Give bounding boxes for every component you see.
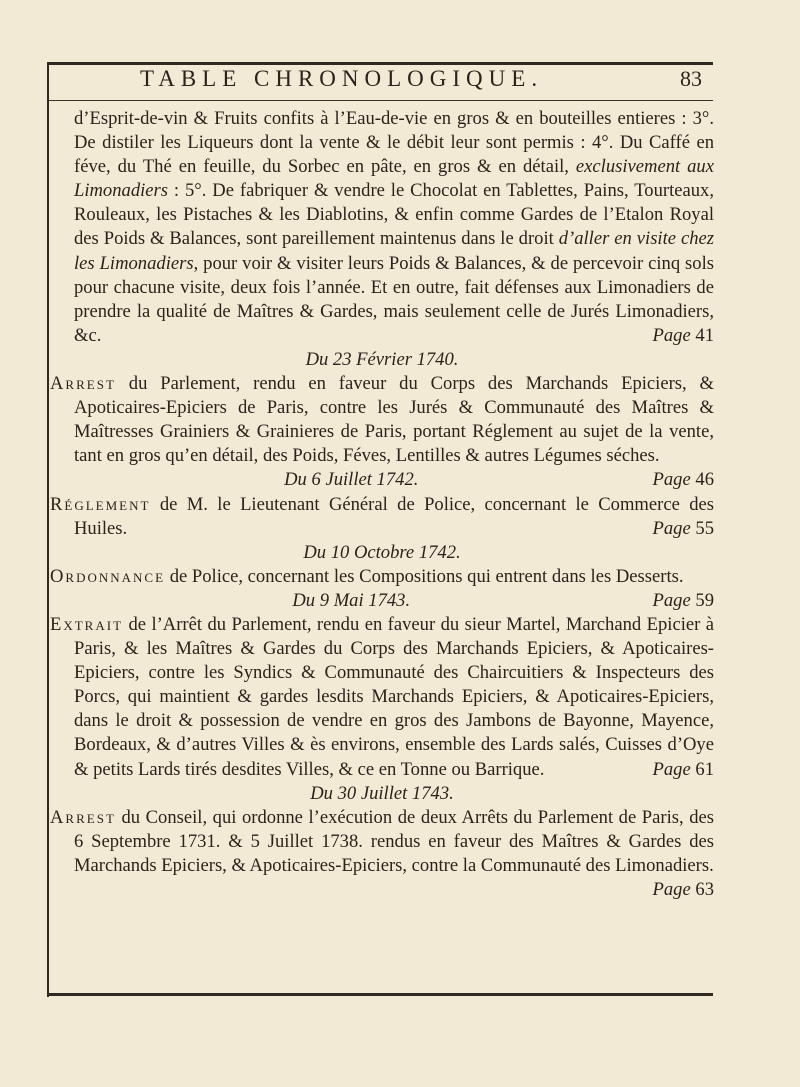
entry-date: Du 23 Février 1740.	[305, 348, 459, 370]
page-reference: Page 55	[652, 517, 714, 539]
entry-paragraph: Extrait de l’Arrêt du Parlement, rendu en faveur du sieur Martel, Marchand Epicier à Paris, & les Maîtres & Gardes du Corps des Marchands Epiciers, & Apoticaires-Epiciers, contre les Syndics & Communauté des Chaircuitiers & Inspecteurs des Porcs, qui maintient & gardes lesdits Marchands Epiciers, & Apoticaires-Epiciers, dans le droit & possession de vendre en gros des Jambons de Bayonne, Mayence, Bordeaux, & d’autres Villes & ès environs, ensemble des Lards salés, Cuisses d’Oye & petits Lards tirés desdites Villes, & ce en Tonne ou Barrique. Page 61	[50, 613, 714, 782]
page-body	[50, 107, 714, 902]
entry-paragraph: Réglement de M. le Lieutenant Général de Police, concernant le Commerce des Huiles. Page 55	[50, 493, 714, 541]
bottom-rule	[47, 993, 713, 996]
intro-paragraph: d’Esprit-de-vin & Fruits confits à l’Eau-de-vie en gros & en bouteilles entieres : 3°. De distiler les Liqueurs dont la vente & le débit leur sont permis : 4°. Du Caffé en féve, du Thé en feuille, du Sorbec en pâte, en gros & en détail, exclusivement aux Limonadiers : 5°. De fabriquer & vendre le Chocolat en Tablettes, Pains, Tourteaux, Rouleaux, les Pistaches & les Diablotins, & enfin comme Gardes de l’Etalon Royal des Poids & Balances, sont pareillement maintenus dans le droit d’aller en visite chez les Limonadiers, pour voir & visiter leurs Poids & Balances, & de percevoir cinq sols pour chacune visite, deux fois l’année. Et en outre, fait défenses aux Limonadiers de prendre la qualité de Maîtres & Gardes, mais seulement celle de Jurés Limonadiers, &c. Page 41	[50, 107, 714, 348]
entry-paragraph: Arrest du Conseil, qui ordonne l’exécution de deux Arrêts du Parlement de Paris, des 6 Septembre 1731. & 5 Juillet 1738. rendus en faveur des Maîtres & Gardes des Marchands Epiciers, & Apoticaires-Epiciers, contre la Communauté des Limonadiers. Page 63	[50, 806, 714, 878]
page-reference: Page 41	[652, 324, 714, 346]
header-rule	[47, 100, 713, 101]
entry-date: Du 9 Mai 1743.	[292, 589, 411, 611]
entry-date: Du 6 Juillet 1742.	[284, 469, 419, 491]
page-reference: Page 59	[652, 589, 714, 611]
left-frame-rule	[47, 62, 49, 997]
page-reference: Page 61	[652, 758, 714, 780]
entry-paragraph: Ordonnance de Police, concernant les Compositions qui entrent dans les Desserts. Page 59	[50, 565, 714, 589]
entry-date: Du 30 Juillet 1743.	[310, 782, 454, 804]
page-reference: Page 63	[652, 879, 714, 900]
entry-date: Du 10 Octobre 1742.	[303, 541, 461, 563]
top-rule	[47, 62, 713, 65]
page-number: 83	[680, 66, 702, 91]
running-head: TABLE CHRONOLOGIQUE.	[140, 66, 544, 91]
page-reference: Page 46	[652, 469, 714, 491]
entry-paragraph: Arrest du Parlement, rendu en faveur du Corps des Marchands Epiciers, & Apoticaires-Epiciers de Paris, contre les Jurés & Communauté des Maîtres & Maîtresses Grainiers & Grainieres de Paris, portant Réglement au sujet de la vente, tant en gros qu’en détail, des Poids, Féves, Lentilles & autres Légumes séches. Page 46	[50, 372, 714, 468]
